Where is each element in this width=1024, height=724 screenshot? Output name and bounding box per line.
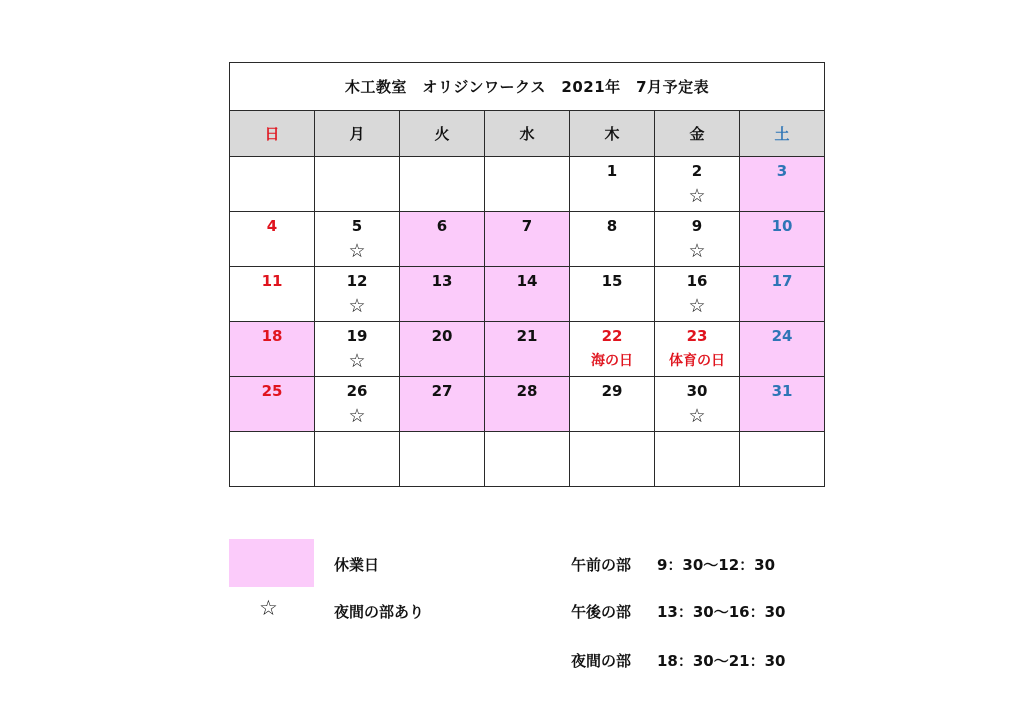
day-number: 27 xyxy=(431,382,453,400)
day-number: 28 xyxy=(516,382,538,400)
day-number: 8 xyxy=(606,217,618,235)
day-number: 25 xyxy=(261,382,283,400)
week-row xyxy=(230,157,825,212)
day-number: 21 xyxy=(516,327,538,345)
star-icon: ☆ xyxy=(348,295,366,317)
star-icon: ☆ xyxy=(348,240,366,262)
day-cell xyxy=(655,377,740,432)
day-number: 15 xyxy=(601,272,623,290)
day-cell xyxy=(655,432,740,487)
schedule-time: 13：30～16：30 xyxy=(657,603,786,621)
week-row xyxy=(230,212,825,267)
day-number: 11 xyxy=(261,272,283,290)
day-cell xyxy=(230,267,315,322)
day-number: 17 xyxy=(771,272,793,290)
day-cell xyxy=(400,157,485,212)
day-number: 12 xyxy=(346,272,368,290)
day-cell xyxy=(315,432,400,487)
day-number: 14 xyxy=(516,272,538,290)
day-cell xyxy=(740,212,825,267)
star-icon: ☆ xyxy=(688,405,706,427)
day-number: 18 xyxy=(261,327,283,345)
day-number: 4 xyxy=(266,217,278,235)
schedule-morning xyxy=(571,554,775,575)
star-icon: ☆ xyxy=(688,295,706,317)
day-cell xyxy=(400,267,485,322)
day-cell xyxy=(400,322,485,377)
star-icon: ☆ xyxy=(348,405,366,427)
weekday-header: 土 xyxy=(740,111,825,157)
day-cell xyxy=(315,377,400,432)
day-cell xyxy=(655,267,740,322)
day-number: 20 xyxy=(431,327,453,345)
closed-day-swatch xyxy=(229,539,314,587)
day-number: 29 xyxy=(601,382,623,400)
day-cell xyxy=(485,157,570,212)
calendar-title: 木工教室 オリジンワークス 2021年 7月予定表 xyxy=(230,63,825,111)
star-icon: ☆ xyxy=(259,596,278,620)
day-cell xyxy=(570,267,655,322)
day-cell xyxy=(485,377,570,432)
day-cell xyxy=(230,322,315,377)
schedule-night xyxy=(571,650,786,671)
holiday-label: 海の日 xyxy=(591,353,633,369)
day-cell xyxy=(655,157,740,212)
day-cell xyxy=(740,377,825,432)
weekday-header-row xyxy=(230,111,825,157)
day-cell xyxy=(230,432,315,487)
day-cell xyxy=(655,322,740,377)
day-cell xyxy=(400,212,485,267)
schedule-label: 午後の部 xyxy=(571,603,632,621)
day-cell xyxy=(570,432,655,487)
star-icon: ☆ xyxy=(688,240,706,262)
day-cell xyxy=(570,377,655,432)
day-number: 2 xyxy=(691,162,703,180)
holiday-label: 体育の日 xyxy=(669,353,725,369)
day-cell xyxy=(315,267,400,322)
week-row xyxy=(230,267,825,322)
day-number: 22 xyxy=(601,327,623,345)
day-cell xyxy=(230,377,315,432)
weekday-header: 火 xyxy=(400,111,485,157)
week-row xyxy=(230,322,825,377)
star-icon: ☆ xyxy=(688,185,706,207)
day-number: 26 xyxy=(346,382,368,400)
day-number: 16 xyxy=(686,272,708,290)
weekday-header: 日 xyxy=(230,111,315,157)
weekday-header: 水 xyxy=(485,111,570,157)
day-cell xyxy=(485,322,570,377)
day-cell xyxy=(315,212,400,267)
closed-day-label: 休業日 xyxy=(334,556,380,574)
day-cell xyxy=(740,322,825,377)
day-cell xyxy=(230,157,315,212)
day-number: 31 xyxy=(771,382,793,400)
day-number: 13 xyxy=(431,272,453,290)
day-number: 30 xyxy=(686,382,708,400)
day-cell xyxy=(740,432,825,487)
day-cell xyxy=(485,212,570,267)
day-number: 9 xyxy=(691,217,703,235)
week-row xyxy=(230,377,825,432)
schedule-afternoon xyxy=(571,601,786,622)
schedule-time: 9：30～12：30 xyxy=(657,556,776,574)
day-number: 6 xyxy=(436,217,448,235)
day-number: 5 xyxy=(351,217,363,235)
weekday-header: 金 xyxy=(655,111,740,157)
day-number: 23 xyxy=(686,327,708,345)
day-number: 24 xyxy=(771,327,793,345)
day-number: 7 xyxy=(521,217,533,235)
day-cell xyxy=(315,322,400,377)
day-cell xyxy=(570,212,655,267)
star-icon: ☆ xyxy=(348,350,366,372)
day-cell xyxy=(315,157,400,212)
day-cell xyxy=(485,432,570,487)
day-cell xyxy=(740,157,825,212)
day-number: 10 xyxy=(771,217,793,235)
day-number: 3 xyxy=(776,162,788,180)
day-cell xyxy=(400,377,485,432)
week-row xyxy=(230,432,825,487)
day-cell xyxy=(655,212,740,267)
night-class-label: 夜間の部あり xyxy=(334,603,425,621)
day-number: 1 xyxy=(606,162,618,180)
day-cell xyxy=(230,212,315,267)
day-cell xyxy=(570,322,655,377)
day-cell xyxy=(485,267,570,322)
weekday-header: 木 xyxy=(570,111,655,157)
day-cell xyxy=(570,157,655,212)
schedule-label: 午前の部 xyxy=(571,556,632,574)
schedule-label: 夜間の部 xyxy=(571,652,632,670)
calendar-table xyxy=(229,62,825,487)
schedule-time: 18：30～21：30 xyxy=(657,652,786,670)
weekday-header: 月 xyxy=(315,111,400,157)
day-cell xyxy=(400,432,485,487)
day-cell xyxy=(740,267,825,322)
day-number: 19 xyxy=(346,327,368,345)
